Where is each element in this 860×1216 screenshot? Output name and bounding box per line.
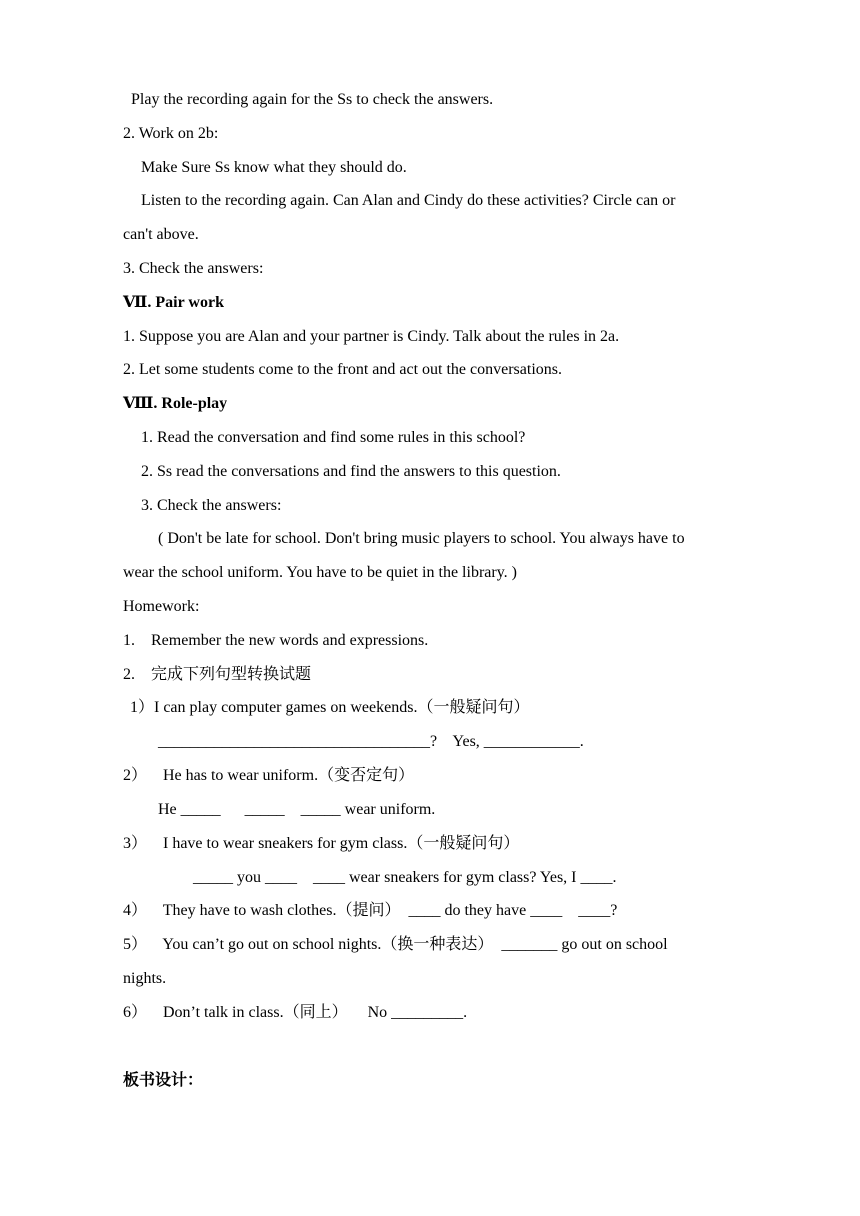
text-line: 3. Check the answers: — [141, 497, 282, 514]
text-line: 1. Suppose you are Alan and your partner is Cindy. Talk about the rules in 2a. — [123, 328, 620, 345]
exercise-item: 5） You can’t go out on school nights.（换一种表达） _______ go out on school — [123, 936, 668, 953]
text-line: 2. Ss read the conversations and find the answers to this question. — [141, 463, 561, 480]
text-line: Make Sure Ss know what they should do. — [141, 159, 407, 176]
exercise-item: 6） Don’t talk in class.（同上） No _________. — [123, 1004, 468, 1021]
text-line: nights. — [123, 970, 167, 987]
text-line: Play the recording again for the Ss to check the answers. — [131, 91, 494, 108]
section-heading: Ⅷ. Role-play — [123, 395, 228, 412]
text-line: 2. 完成下列句型转换试题 — [123, 666, 312, 683]
exercise-item: 2） He has to wear uniform.（变否定句） — [123, 767, 415, 784]
answer-blank-line: __________________________________? Yes, ____________. — [158, 733, 584, 750]
homework-heading: Homework: — [123, 598, 200, 615]
text-line: wear the school uniform. You have to be quiet in the library. ) — [123, 564, 517, 581]
text-line: 3. Check the answers: — [123, 260, 264, 277]
text-line: 1. Read the conversation and find some rules in this school? — [141, 429, 526, 446]
text-line: Listen to the recording again. Can Alan and Cindy do these activities? Circle can or — [141, 192, 676, 209]
text-line: ( Don't be late for school. Don't bring music players to school. You always have to — [158, 530, 685, 547]
text-line: can't above. — [123, 226, 199, 243]
answer-blank-line: He _____ _____ _____ wear uniform. — [158, 801, 436, 818]
section-heading: Ⅶ. Pair work — [123, 294, 224, 311]
text-line: 2. Work on 2b: — [123, 125, 219, 142]
exercise-item: 3） I have to wear sneakers for gym class.（一般疑问句） — [123, 835, 520, 852]
board-design-heading: 板书设计： — [123, 1072, 204, 1089]
exercise-item: 1）I can play computer games on weekends.（一般疑问句） — [130, 699, 530, 716]
text-line: 1. Remember the new words and expressions. — [123, 632, 429, 649]
text-line: 2. Let some students come to the front and act out the conversations. — [123, 361, 562, 378]
exercise-item: 4） They have to wash clothes.（提问） ____ do they have ____ ____? — [123, 902, 618, 919]
answer-blank-line: _____ you ____ ____ wear sneakers for gym class? Yes, I ____. — [193, 869, 617, 886]
